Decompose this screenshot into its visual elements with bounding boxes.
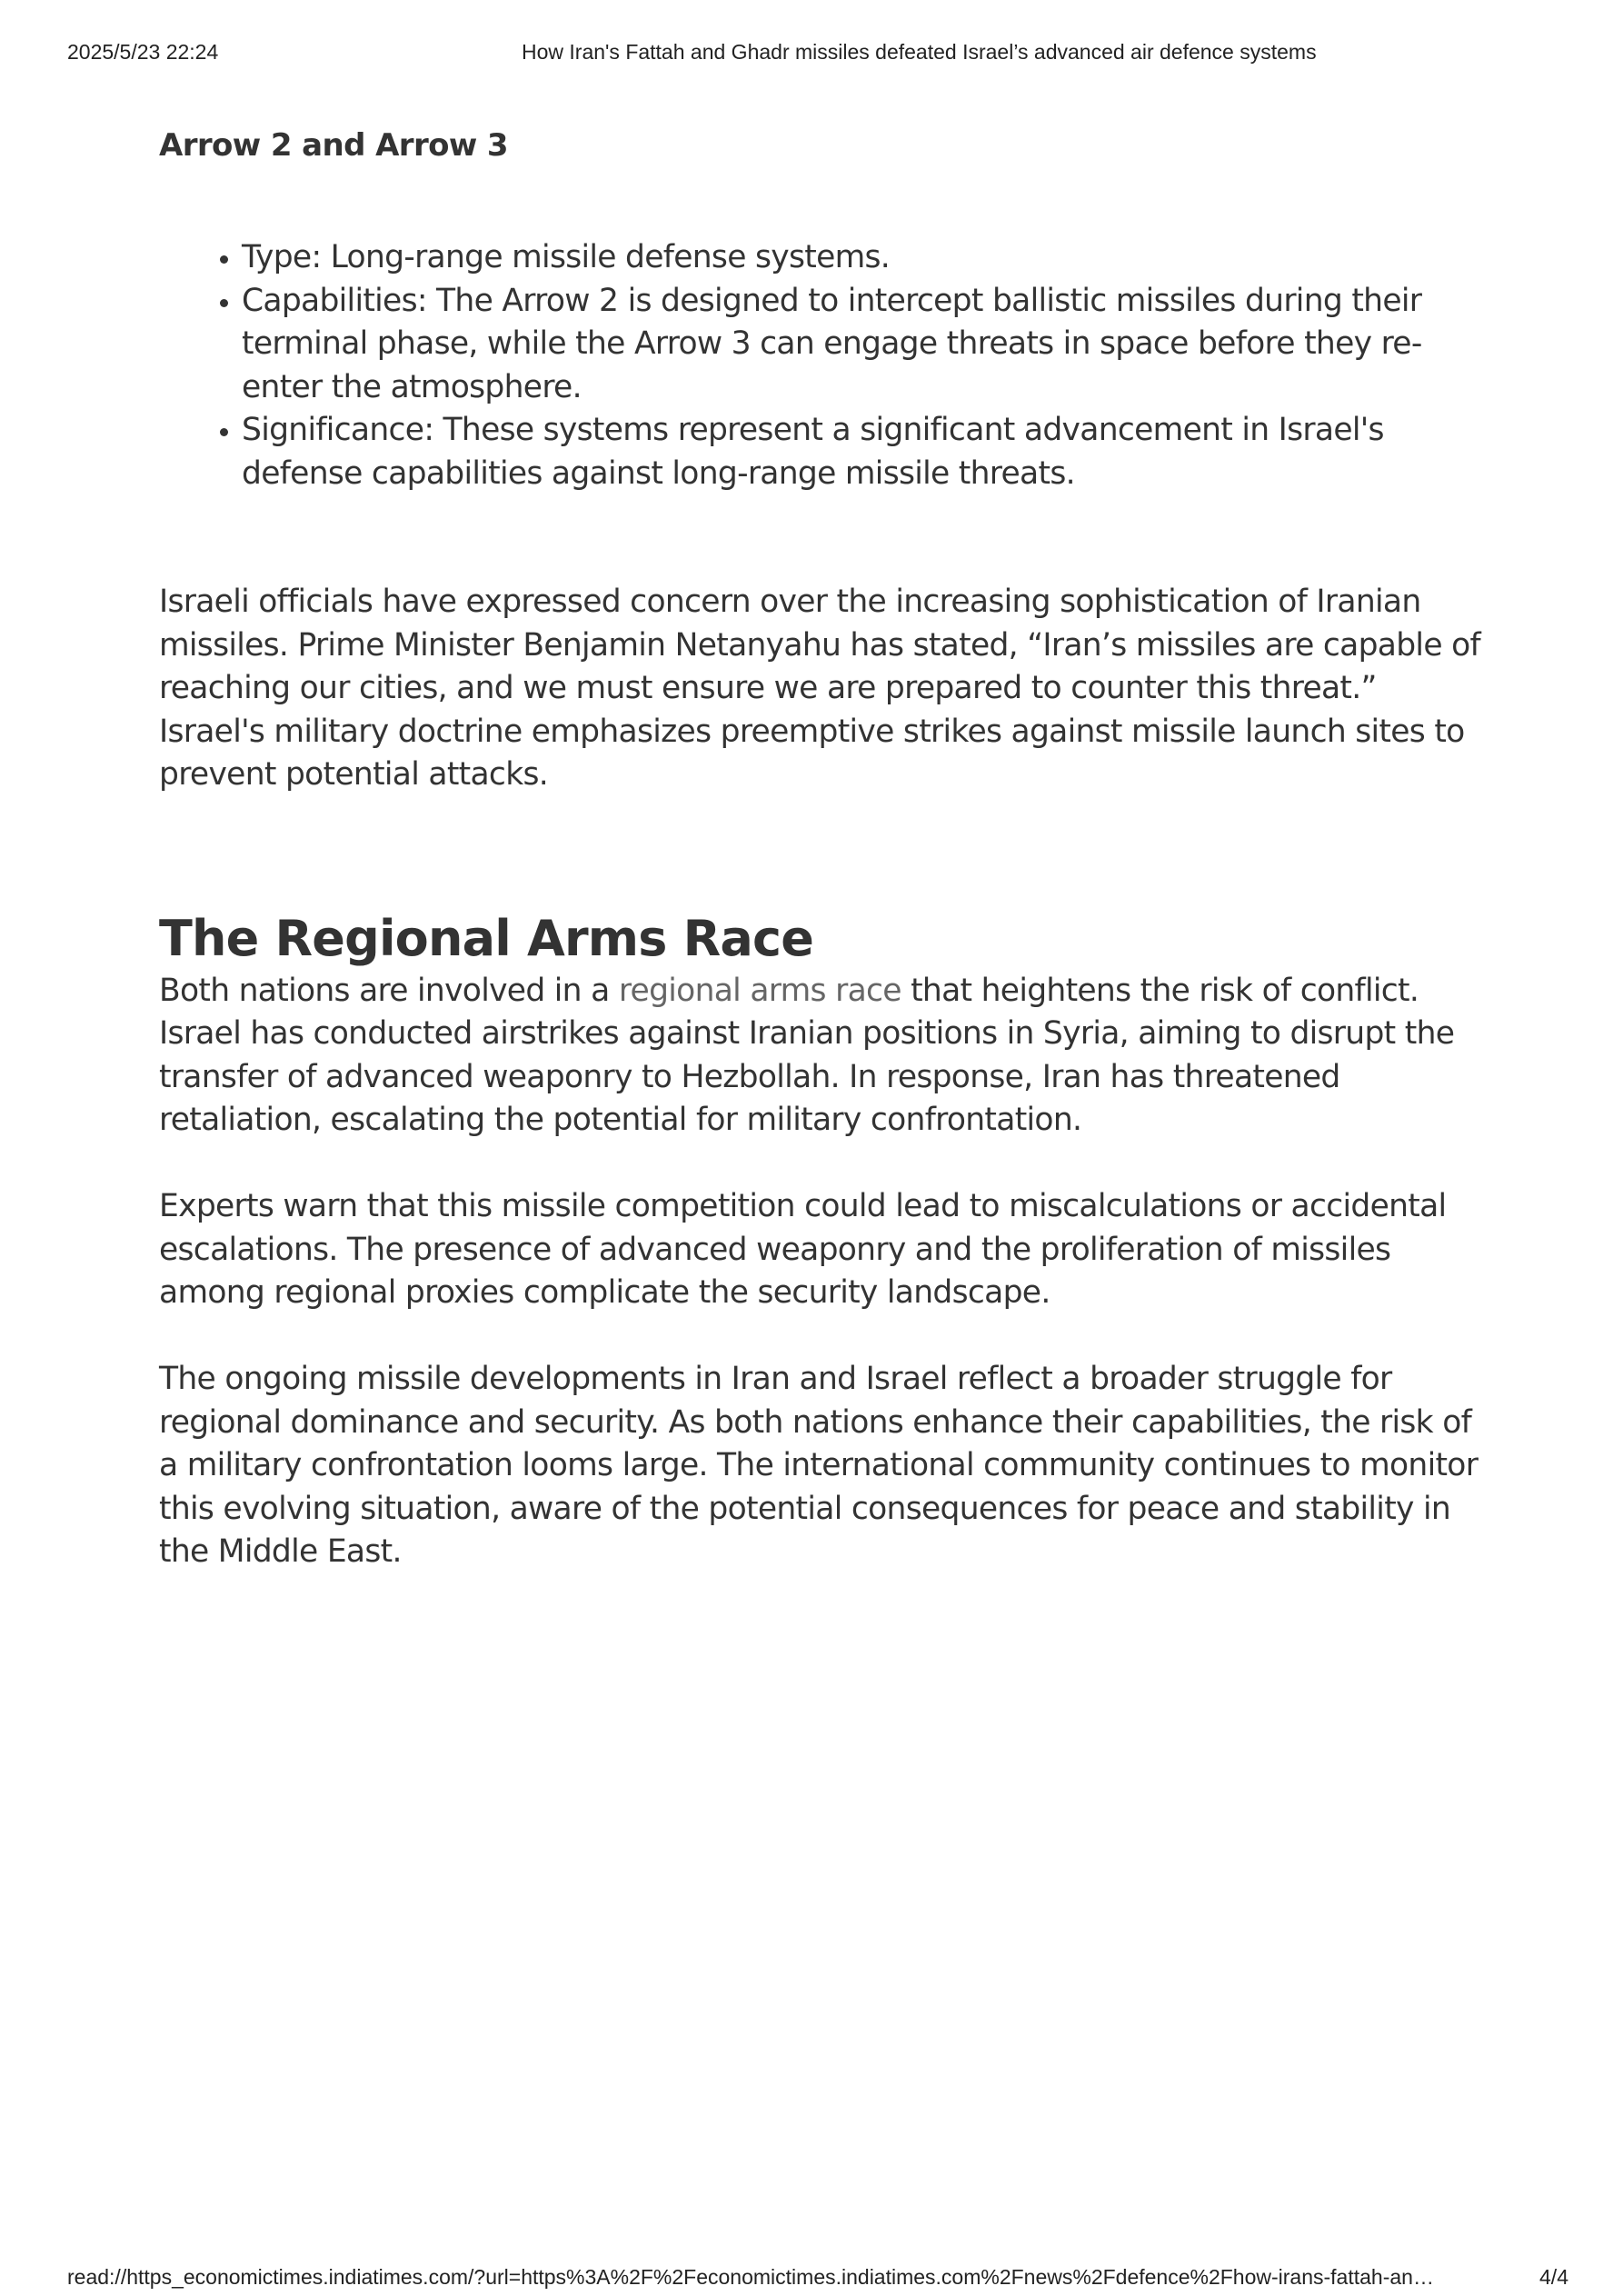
regional-arms-race-link[interactable]: regional arms race (618, 972, 901, 1009)
subheading-arrow: Arrow 2 and Arrow 3 (159, 127, 508, 164)
print-date: 2025/5/23 22:24 (67, 40, 219, 64)
bullet-item-significance: • Significance: These systems represent a significant advancement in Israel's defense capabilities against long-range missile threats. (242, 409, 1486, 495)
arms-text-after: that heightens the risk of conflict. Israel has conducted airstrikes against Iranian positions in Syria, aiming to disrupt the transfer of advanced weaponry to Hezbollah. In response, Iran has threatened retaliation, escalating the potential for military confrontation. (159, 972, 1455, 1138)
bullet-item-type: • Type: Long-range missile defense systems. (242, 236, 1486, 280)
page-number: 4/4 (1539, 2265, 1568, 2289)
page-url: read://https_economictimes.indiatimes.com/?url=https%3A%2F%2Feconomictimes.indiatimes.com%2Fnews%2Fdefence%2Fhow-irans-fattah-an… (67, 2265, 1434, 2289)
paragraph-arms-race (159, 970, 1486, 1143)
paragraph-experts: Experts warn that this missile competition could lead to miscalculations or accidental escalations. The presence of advanced weaponry and the proliferation of missiles among regional proxies complicate the security landscape. (159, 1188, 1447, 1311)
print-title: How Iran's Fattah and Ghadr missiles defeated Israel’s advanced air defence systems (522, 40, 1317, 64)
paragraph-officials: Israeli officials have expressed concern over the increasing sophistication of Iranian missiles. Prime Minister Benjamin Netanyahu has stated, “Iran’s missiles are capable of reaching our cities, and we must ensure we are prepared to counter this threat.” Israel's military doctrine emphasizes preemptive strikes against missile launch sites to prevent potential attacks. (159, 584, 1480, 793)
arms-text-before: Both nations are involved in a (159, 972, 619, 1009)
paragraph-conclusion: The ongoing missile developments in Iran and Israel reflect a broader struggle for regional dominance and security. As both nations enhance their capabilities, the risk of a military confrontation looms large. The international community continues to monitor this evolving situation, aware of the potential consequences for peace and stability in the Middle East. (159, 1361, 1479, 1570)
article-content (159, 118, 1486, 1574)
section-title: The Regional Arms Race (159, 909, 814, 967)
print-header (0, 40, 1623, 67)
bullet-list (159, 236, 1486, 495)
print-footer (0, 2265, 1623, 2292)
bullet-item-capabilities: • Capabilities: The Arrow 2 is designed to intercept ballistic missiles during their terminal phase, while the Arrow 3 can engage threats in space before they re-enter the atmosphere. (242, 280, 1486, 410)
